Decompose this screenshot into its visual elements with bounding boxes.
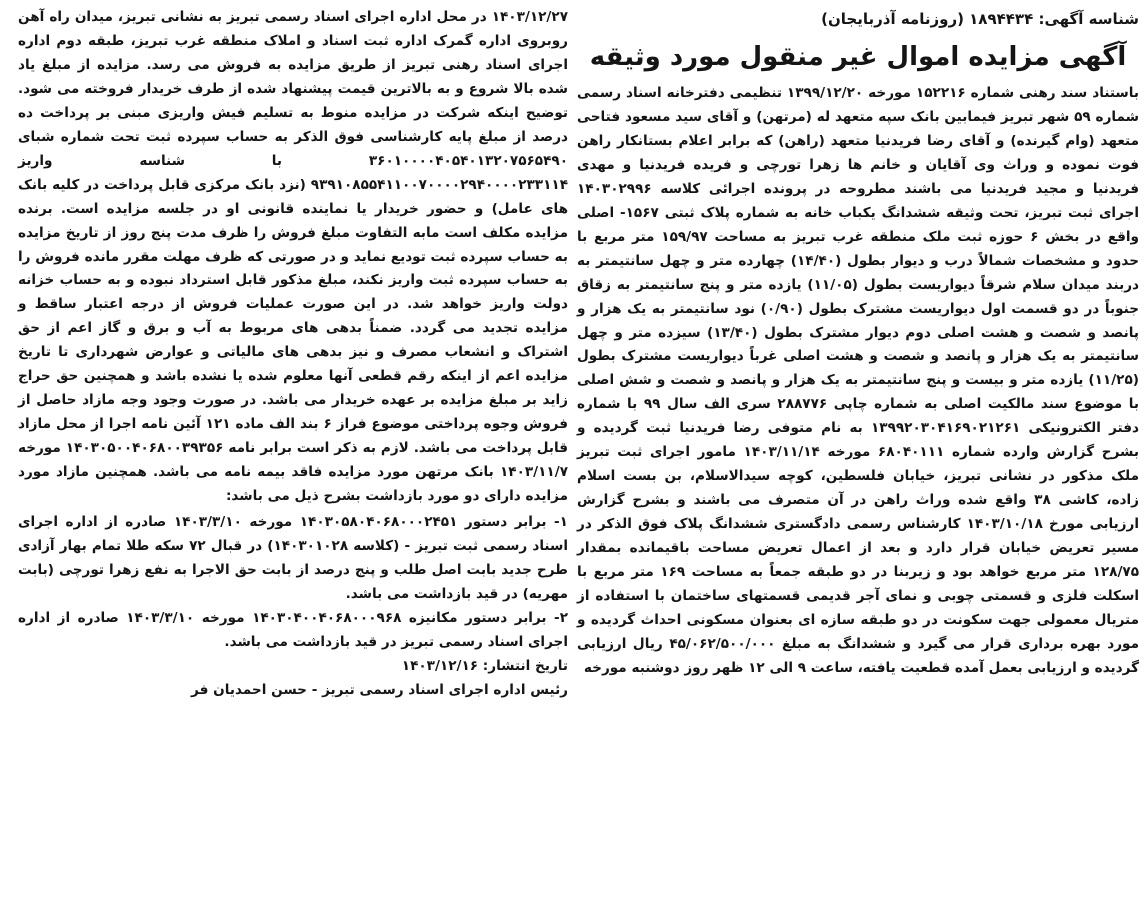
notice-identifier: شناسه آگهی: ۱۸۹۴۴۳۴ (روزنامه آذربایجان) [821,10,1139,28]
signature: رئیس اداره اجرای اسناد رسمی تبریز - حسن احمدیان فر [191,681,568,698]
notice-body-main: باستناد سند رهنی شماره ۱۵۲۲۱۶ مورخه ۱۳۹۹/۱۲/۲۰ تنظیمی دفترخانه اسناد رسمی شماره ۵۹ شهر تبریز فیمابین بانک سپه متعهد له (مرتهن) و آقای سید مسعود فتاحی متعهد (وام گیرنده) و آقای رضا فریدنیا متعهد (راهن) که برابر اعلام بستانکار راهن فوت نموده و وراث وی آقایان و خانم ها زهرا تورچی و فریده فریدنیا و مهدی فریدنیا و مجید فریدنیا می باشند مطروحه در پرونده اجرائی کلاسه ۱۴۰۳۰۲۹۹۶ اجرای ثبت تبریز، تحت وثیقه ششدانگ یکباب خانه به شماره پلاک ثبتی ۱۵۶۷- اصلی واقع در بخش ۶ حوزه ثبت ملک منطقه غرب تبریز به مساحت ۱۵۹/۹۷ متر مربع با حدود و مشخصات شمالاً درب و دیوار بطول (۱۴/۴۰) چهارده متر و چهل سانتیمتر به دربند میدان سلام شرقاً دیواریست بطول (۱۱/۰۵) یازده متر و پنج سانتیمتر به زقاق جنوباً در دو قسمت اول دیواریست مشترک بطول (۰/۹۰) نود سانتیمتر به یک هزار و پانصد و شصت و هشت اصلی دوم دیوار مشترک بطول (۱۳/۴۰) سیزده متر و چهل سانتیمتر به یک هزار و پانصد و شصت و هشت اصلی غرباً دیواریست مشترک بطول (۱۱/۲۵) یازده متر و بیست و پنج سانتیمتر به یک هزار و پانصد و شصت و شش اصلی با موضوع سند مالکیت اصلی به شماره چاپی ۲۸۸۷۷۶ سری الف سال ۹۹ با شماره دفتر الکترونیکی ۱۳۹۹۲۰۳۰۴۱۶۹۰۲۱۲۶۱ به نام متوفی رضا فریدنیا ثبت گردیده و بشرح گزارش وارده شماره ۶۸۰۴۰۱۱۱ مورخه ۱۴۰۳/۱۱/۱۴ مامور اجرای ثبت تبریز ملک مذکور در نشانی تبریز، خیابان فلسطین، کوچه سیدالاسلام، بن بست اسلام زاده، کاشی ۳۸ واقع شده وراث راهن در آن متصرف می باشند و بشرح گزارش ارزیابی مورخ ۱۴۰۳/۱۰/۱۸ کارشناس رسمی دادگستری ششدانگ پلاک فوق الذکر در مسیر تعریض خیابان قرار دارد و بعد از اعمال تعریض مساحت باقیمانده بمقدار ۱۲۸/۷۵ متر مربع خواهد بود و زیربنا در دو طبقه جمعاً به مساحت ۱۶۹ متر مربع با اسکلت فلزی و قسمتی چوبی و نمای آجر قدیمی قسمتهای ساختمان با استفاده از متریال معمولی جهت سکونت در دو طبقه سازه ای بعنوان مسکونی احداث گردیده و مورد بهره برداری قرار می گیرد و ششدانگ به مبلغ ۴۵/۰۶۲/۵۰۰/۰۰۰ ریال ارزیابی گردیده و ارزیابی بعمل آمده قطعیت یافته، ساعت ۹ الی ۱۲ ظهر روز دوشنبه مورخه [577,85,1140,676]
left-column [18,6,568,703]
seizure-item-2: ۲- برابر دستور مکانیزه ۱۴۰۳۰۴۰۰۴۰۶۸۰۰۰۹۶۸ مورخه ۱۴۰۳/۳/۱۰ صادره از اداره اجرای اسناد رسمی تبریز در قید بازداشت می باشد. [18,609,568,650]
notice-body-continued: ۱۴۰۳/۱۲/۲۷ در محل اداره اجرای اسناد رسمی تبریز به نشانی تبریز، میدان راه آهن روبروی اداره گمرک اداره ثبت اسناد و املاک منطقه غرب تبریز، طبقه دوم اداره اجرای اسناد رهنی تبریز از طریق مزایده به فروش می رسد. مزایده از مبلغ یاد شده بالا شروع و به بالاترین قیمت پیشنهاد شده از طرف خریدار فروخته می شود. توضیح اینکه شرکت در مزایده منوط به تسلیم فیش واریزی مبنی بر پرداخت ده درصد از مبلغ پایه کارشناسی فوق الذکر به حساب سپرده ثبت تحت شماره شبای ۳۶۰۱۰۰۰۰۴۰۵۴۰۱۳۲۰۷۵۶۵۴۹۰ با شناسه واریز ۹۳۹۱۰۸۵۵۴۱۱۰۰۷۰۰۰۰۲۹۴۰۰۰۰۲۳۳۱۱۴ (نزد بانک مرکزی قابل پرداخت در کلیه بانک های عامل) و حضور خریدار یا نماینده قانونی او در جلسه مزایده است. برنده مزایده مکلف است مابه التفاوت مبلغ فروش را ظرف مدت پنج روز از تاریخ مزایده به حساب سپرده ثبت تودیع نماید و در صورتی که ظرف مهلت مقرر مانده فروش را به حساب سپرده ثبت واریز نکند، مبلغ مذکور قابل استرداد نبوده و به حساب خزانه دولت واریز خواهد شد. در این صورت عملیات فروش از درجه اعتبار ساقط و مزایده تجدید می گردد. ضمناً بدهی های مربوط به آب و برق و گاز اعم از حق اشتراک و انشعاب مصرف و نیز بدهی های مالیاتی و عوارض شهرداری تا تاریخ مزایده اعم از اینکه رقم قطعی آنها معلوم شده یا نشده باشد و همچنین حق حراج زاید بر مبلغ مزایده بر عهده خریدار می باشد. در صورت وجود وجه مازاد حاصل از فروش وجوه پرداختی موضوع فراز ۶ بند الف ماده ۱۲۱ آئین نامه اجرا از محل مازاد قابل پرداخت می باشد. لازم به ذکر است برابر نامه ۱۴۰۳۰۵۰۰۴۰۶۸۰۰۳۹۳۵۶ مورخه ۱۴۰۳/۱۱/۷ بانک مرتهن مورد مزایده فاقد بیمه نامه می باشد. همچنین مازاد مورد مزایده دارای دو مورد بازداشت بشرح ذیل می باشد: [18,9,568,505]
notice-title: آگهی مزایده اموال غیر منقول مورد وثیقه [589,42,1127,72]
publish-date: تاریخ انتشار: ۱۴۰۳/۱۲/۱۶ [401,657,568,674]
seizure-item-1: ۱- برابر دستور ۱۴۰۳۰۵۸۰۴۰۶۸۰۰۰۲۴۵۱ مورخه ۱۴۰۳/۳/۱۰ صادره از اداره اجرای اسناد رسمی ثبت تبریز - (کلاسه ۱۴۰۳۰۱۰۲۸) در قبال ۷۲ سکه طلا تمام بهار آزادی طرح جدید بابت اصل طلب و پنج درصد از بابت حق الاجرا به نفع زهرا تورچی (بابت مهریه) در قید بازداشت می باشد. [18,514,568,602]
right-column [577,6,1139,681]
